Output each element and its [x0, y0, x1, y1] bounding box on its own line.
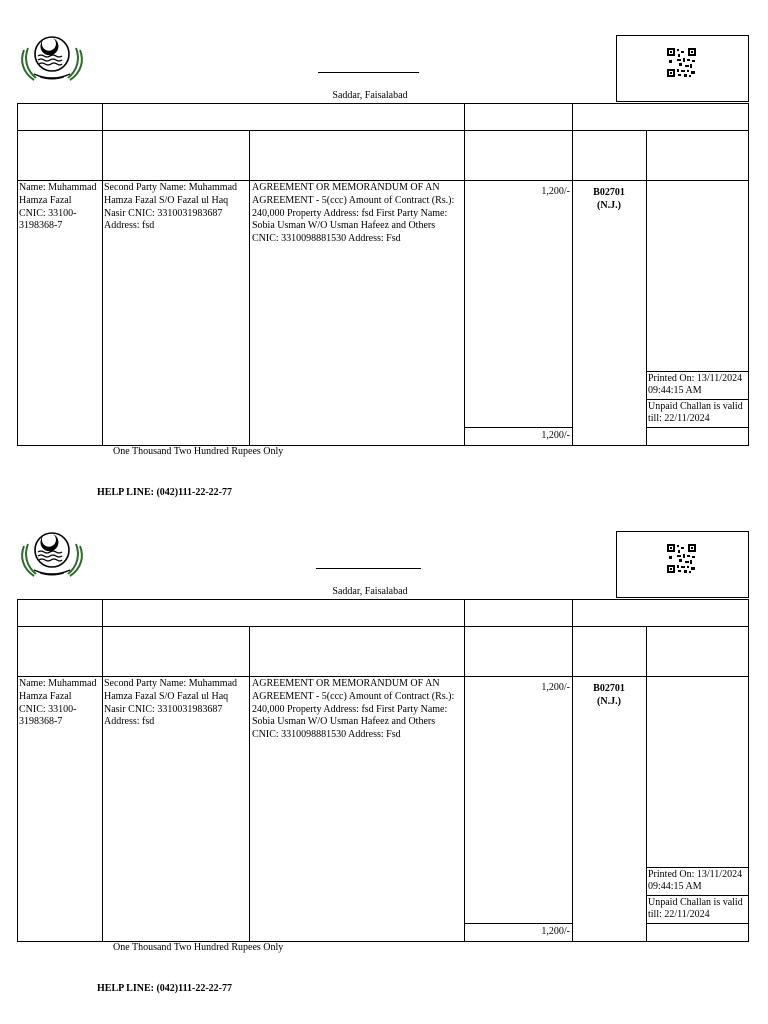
qr-code-box — [616, 35, 749, 102]
title-underline — [318, 72, 419, 73]
account-code-sub: (N.J.) — [597, 200, 621, 211]
amount-in-words: One Thousand Two Hundred Rupees Only — [113, 446, 284, 457]
second-party-details: Second Party Name: Muhammad Hamza Fazal S/O Fazal ul Haq Nasir CNIC: 3310031983687 Address: fsd — [104, 678, 238, 728]
total-amount: 1,200/- — [541, 430, 570, 441]
qr-code-icon — [667, 544, 696, 573]
challan-copy-2 — [0, 496, 768, 996]
printed-on: Printed On: 13/11/2024 09:44:15 AM — [648, 869, 743, 892]
challan-copy-1 — [0, 0, 768, 500]
validity-note: Unpaid Challan is valid till: 22/11/2024 — [648, 897, 743, 920]
helpline: HELP LINE: (042)111-22-22-77 — [97, 487, 233, 498]
office-name: Saddar, Faisalabad — [332, 90, 408, 101]
challan-table — [17, 599, 749, 942]
office-name: Saddar, Faisalabad — [332, 586, 408, 597]
qr-code-icon — [667, 48, 696, 77]
account-code: B02701 — [593, 187, 625, 198]
title-underline — [316, 568, 421, 569]
challan-table — [17, 103, 749, 446]
line-amount: 1,200/- — [541, 186, 570, 197]
second-party-details: Second Party Name: Muhammad Hamza Fazal S/O Fazal ul Haq Nasir CNIC: 3310031983687 Address: fsd — [104, 182, 238, 232]
payer-details: Name: Muhammad Hamza Fazal CNIC: 33100-3198368-7 — [19, 182, 97, 232]
validity-note: Unpaid Challan is valid till: 22/11/2024 — [648, 401, 743, 424]
account-code: B02701 — [593, 683, 625, 694]
amount-in-words: One Thousand Two Hundred Rupees Only — [113, 942, 284, 953]
payer-details: Name: Muhammad Hamza Fazal CNIC: 33100-3198368-7 — [19, 678, 97, 728]
agreement-description: AGREEMENT OR MEMORANDUM OF AN AGREEMENT - 5(ccc) Amount of Contract (Rs.): 240,000 Property Address: fsd First Party Name: Sobia Usman W/O Usman Hafeez and Others CNIC: 3310098881530 Address: Fsd — [252, 182, 455, 245]
printed-on: Printed On: 13/11/2024 09:44:15 AM — [648, 373, 743, 396]
helpline: HELP LINE: (042)111-22-22-77 — [97, 983, 233, 994]
qr-code-box — [616, 531, 749, 598]
punjab-government-emblem-icon — [16, 30, 88, 86]
line-amount: 1,200/- — [541, 682, 570, 693]
total-amount: 1,200/- — [541, 926, 570, 937]
account-code-sub: (N.J.) — [597, 696, 621, 707]
agreement-description: AGREEMENT OR MEMORANDUM OF AN AGREEMENT - 5(ccc) Amount of Contract (Rs.): 240,000 Property Address: fsd First Party Name: Sobia Usman W/O Usman Hafeez and Others CNIC: 3310098881530 Address: Fsd — [252, 678, 455, 741]
punjab-government-emblem-icon — [16, 526, 88, 582]
